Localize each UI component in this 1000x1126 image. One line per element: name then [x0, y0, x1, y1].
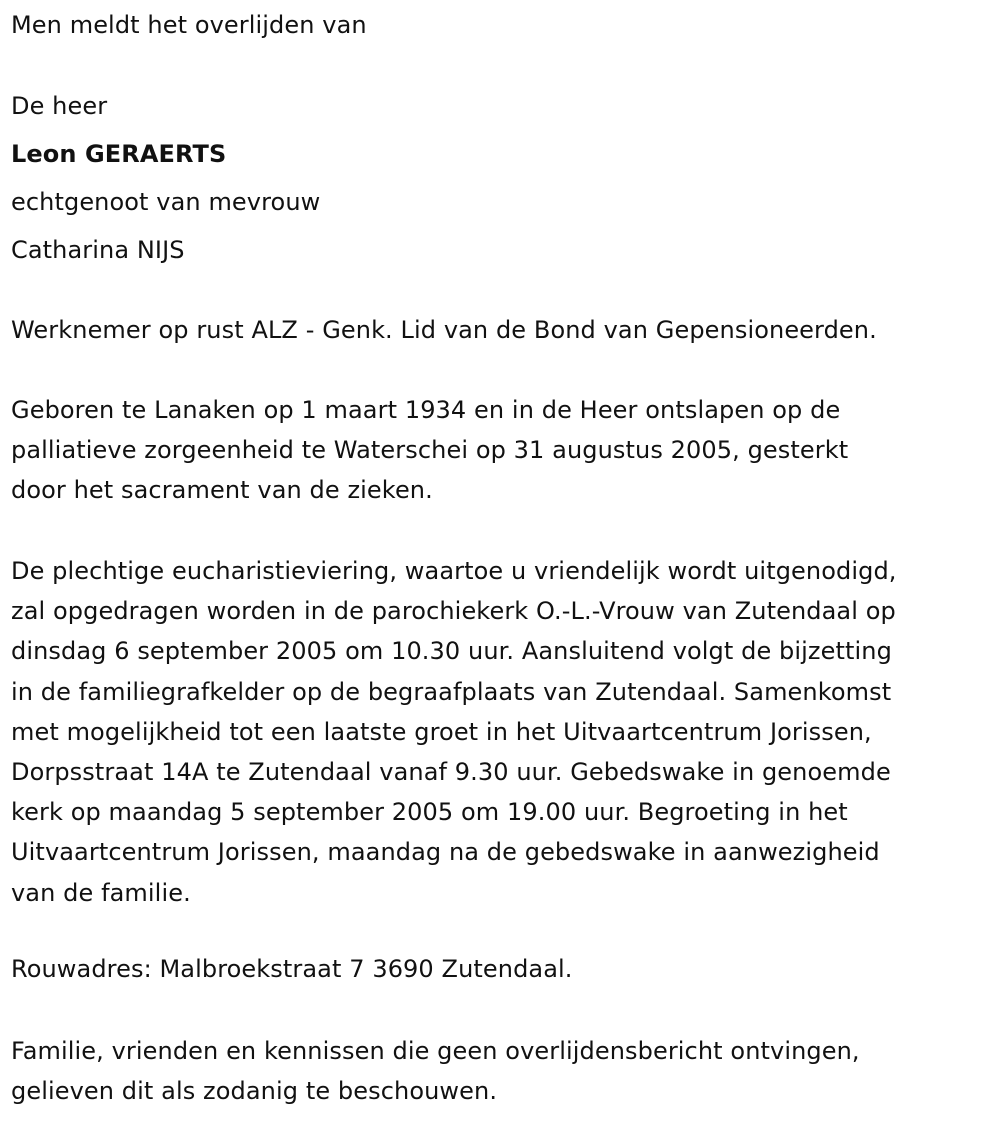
closing-line: gelieven dit als zodanig te beschouwen. — [11, 1077, 498, 1106]
ceremony-line: met mogelijkheid tot een laatste groet in het Uitvaartcentrum Jorissen, — [11, 717, 872, 746]
deceased-name: Leon GERAERTS — [11, 140, 227, 168]
title-prefix: De heer — [11, 92, 108, 120]
birth-death-line: Geboren te Lanaken op 1 maart 1934 en in de Heer ontslapen op de — [11, 396, 841, 424]
ceremony-line: in de familiegrafkelder op de begraafplaats van Zutendaal. Samenkomst — [11, 677, 892, 706]
birth-death-paragraph — [11, 390, 996, 511]
ceremony-line: van de familie. — [11, 878, 191, 907]
closing-paragraph — [11, 1031, 996, 1111]
birth-death-line: door het sacrament van de zieken. — [11, 476, 433, 505]
intro-text: Men meldt het overlijden van — [11, 11, 367, 39]
ceremony-line: Dorpsstraat 14A te Zutendaal vanaf 9.30 uur. Gebedswake in genoemde — [11, 758, 891, 787]
ceremony-paragraph — [11, 551, 996, 913]
closing-line: Familie, vrienden en kennissen die geen overlijdensbericht ontvingen, — [11, 1037, 860, 1065]
ceremony-line: De plechtige eucharistieviering, waartoe u vriendelijk wordt uitgenodigd, — [11, 557, 897, 585]
mourning-address: Rouwadres: Malbroekstraat 7 3690 Zutendaal. — [11, 955, 573, 983]
ceremony-line: kerk op maandag 5 september 2005 om 19.00 uur. Begroeting in het — [11, 798, 848, 827]
ceremony-line: dinsdag 6 september 2005 om 10.30 uur. Aansluitend volgt de bijzetting — [11, 637, 892, 666]
occupation-text: Werknemer op rust ALZ - Genk. Lid van de Bond van Gepensioneerden. — [11, 316, 877, 344]
birth-death-line: palliatieve zorgeenheid te Waterschei op 31 augustus 2005, gesterkt — [11, 436, 849, 465]
ceremony-line: Uitvaartcentrum Jorissen, maandag na de gebedswake in aanwezigheid — [11, 838, 880, 867]
ceremony-line: zal opgedragen worden in de parochiekerk O.-L.-Vrouw van Zutendaal op — [11, 597, 896, 626]
spouse-name: Catharina NIJS — [11, 236, 185, 264]
spouse-label: echtgenoot van mevrouw — [11, 188, 321, 216]
